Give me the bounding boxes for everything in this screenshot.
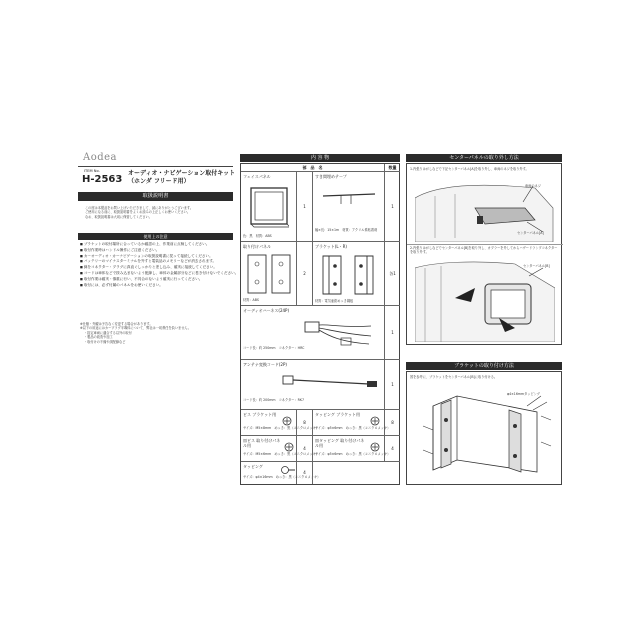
col-header-name: 部 品 名 (241, 164, 385, 172)
part-qty: 4 (297, 462, 313, 484)
part-qty: 2 (297, 242, 313, 306)
caution-item: ■ 取付作業は確実・慎重に行い、不具合のないよう確実に行ってください。 (80, 277, 238, 283)
center-panel-bar: センターパネルの取り外し方法 (406, 154, 562, 162)
long-tapping-screw-icon (281, 465, 295, 475)
tapping-screw-icon (369, 416, 381, 426)
part-spec: 材質：電気亜鉛めっき鋼板 (315, 299, 354, 303)
flat-screw-icon (283, 442, 295, 452)
brand-logo: Aodea (83, 152, 118, 163)
note-line: ※以下の用途にはカープラグ半導体について、弊社は一切責任を負いません。 (80, 326, 191, 331)
part-qty: 1 (385, 360, 400, 410)
face-panel-illustration (249, 186, 289, 228)
tape-illustration (321, 188, 377, 206)
part-qty: 1 (385, 172, 400, 242)
intro-text (85, 206, 193, 219)
part-cell (241, 242, 297, 306)
mounting-panel-illustration (245, 252, 293, 296)
part-spec: サイズ：M5×6mm めっき：黒（ユニクロメッキ） (243, 452, 319, 456)
intro-line: ご使用になる前に、取扱説明書をよくお読みの上正しくお使いください。 (85, 210, 191, 215)
dashboard-diagram-2 (415, 258, 555, 342)
bracket-assembly-diagram (417, 386, 557, 484)
part-name: すき間埋めテープ (315, 174, 347, 179)
part-name: ビス ブラケット用 (243, 412, 277, 417)
part-spec: コード長：約 250mm コネクター：HRC (243, 346, 305, 350)
caution-list (80, 242, 238, 288)
panel-a-label: センターパネル[A] (517, 231, 544, 235)
bracket-section (406, 371, 562, 485)
antenna-cord-illustration (281, 370, 381, 390)
product-subtitle: （ホンダ フリード用） (128, 178, 190, 185)
part-cell (313, 410, 391, 436)
note-line: ・製品の改造や加工 (84, 335, 113, 340)
part-qty: 1 (297, 172, 313, 242)
product-title: オーディオ・ナビゲーション取付キット (128, 170, 236, 177)
step1-text: 1.内張りはがしなどで下記センターパネル[A]を取り外し、車両のネジを取り外す。 (410, 167, 529, 171)
part-qty: 8 (385, 410, 400, 436)
caution-item: ■ 取付作業時はハンドル操作にご注意ください。 (80, 248, 238, 254)
part-spec: 色：黒 材質：ABS (243, 234, 272, 238)
part-spec: サイズ：φ4×16mm めっき：黒（ユニクロメッキ） (243, 475, 321, 479)
part-cell (241, 172, 297, 242)
part-spec: サイズ：φ5×6mm めっき：黒（ユニクロメッキ） (315, 452, 391, 456)
part-cell (241, 462, 321, 484)
intro-line: なお、取扱説明書は大切に保管してください。 (85, 214, 152, 219)
part-cell (241, 436, 319, 462)
part-qty: 4 (297, 436, 313, 462)
part-name: 皿タッピング 取り付けパネル用 (315, 438, 365, 448)
caution-item: ■ バッテリーのマイナスターミナルを外すと電装品のメモリーなどが消去されます。 (80, 259, 238, 265)
note-line: ・取付けの不備や誤配線など (84, 339, 126, 344)
flat-tapping-screw-icon (369, 442, 381, 452)
part-cell (241, 306, 385, 360)
part-spec: コード長：約 200mm コネクター：RK7 (243, 398, 305, 402)
caution-item: ■ 取付には、必ず付属のパネルをお使いください。 (80, 283, 238, 289)
part-qty: 4 (385, 436, 400, 462)
part-name: ブラケット(L・R) (315, 244, 347, 249)
screw-label: 車両のネジ (525, 184, 541, 188)
bracket-illustration (319, 252, 379, 298)
part-spec: 幅×長：15×1m 材質：アクリル系粘着剤 (315, 228, 378, 232)
part-cell (313, 242, 385, 306)
bracket-bar: ブラケットの取り付け方法 (406, 362, 562, 370)
part-spec: 材質：ABS (243, 298, 259, 302)
part-name: タッピング (243, 464, 263, 469)
part-name: アンテナ変換コード(2P) (243, 362, 287, 367)
item-no-label: ITEM No. (84, 169, 100, 173)
part-name: フェイスパネル (243, 174, 271, 179)
audio-harness-illustration (301, 314, 377, 350)
part-cell (241, 360, 385, 410)
caution-item: ■ 線をコネクター・プラグに真直ぐしっかりと差し込み、確実に接続してください。 (80, 265, 238, 271)
part-qty: 8 (297, 410, 313, 436)
part-cell (313, 436, 391, 462)
contents-bar: 内 容 物 (240, 154, 400, 162)
part-cell (313, 172, 385, 242)
col-header-qty: 数量 (385, 164, 400, 172)
intro-line: この度は本製品をお買い上げいただきまして、誠にありがとうございます。 (85, 206, 194, 210)
part-name: タッピング ブラケット用 (315, 412, 360, 417)
manual-bar: 取扱説明書 (78, 192, 233, 201)
note-line: ・指定車両に適合する以外の取付 (84, 330, 132, 335)
part-cell (241, 410, 319, 436)
caution-item: ■ ブラケットの取付場所に合っているか確認の上、作業前に点検してください。 (80, 242, 238, 248)
part-name: オーディオハーネス(24P) (243, 308, 290, 313)
title-block (78, 166, 236, 189)
step2-text: 2.内張りはがしなどでセンターパネル[B]を取り外し、カプラーを外してからハザードランプコネクターを取り外す。 (410, 246, 558, 255)
tapping-label: φ4×16mmタッピング (507, 392, 540, 396)
part-spec: サイズ：φ5×6mm めっき：黒（ユニクロメッキ） (315, 426, 391, 430)
caution-notes (80, 322, 191, 344)
screw-icon (281, 416, 293, 426)
part-qty: 1 (385, 306, 400, 360)
bracket-text: 図を参考に、ブラケットをセンターパネル[B]に取り付ける。 (410, 375, 498, 379)
caution-bar: 使用上の注意 (78, 233, 233, 240)
part-name: 取り付けパネル (243, 244, 271, 249)
part-spec: サイズ：M5×8mm めっき：黒（ユニクロメッキ） (243, 426, 319, 430)
contents-table (240, 163, 400, 485)
panel-b-label: センターパネル[B] (523, 264, 550, 268)
caution-item: ■ コードは車体などで挟み込まないよう配線し、車体の金属部分などに巻き付けないでください。 (80, 271, 238, 277)
part-qty: 各1 (385, 242, 400, 306)
caution-item: ■ カーオーディオ・カーナビゲーションの取扱説明書に従って接続してください。 (80, 254, 238, 260)
part-name: 皿ビス 取り付けパネル用 (243, 438, 281, 448)
item-code: H-2563 (82, 174, 123, 185)
note-line: ※仕様・外観は予告なく変更する場合があります。 (80, 322, 153, 326)
center-panel-section (406, 163, 562, 345)
